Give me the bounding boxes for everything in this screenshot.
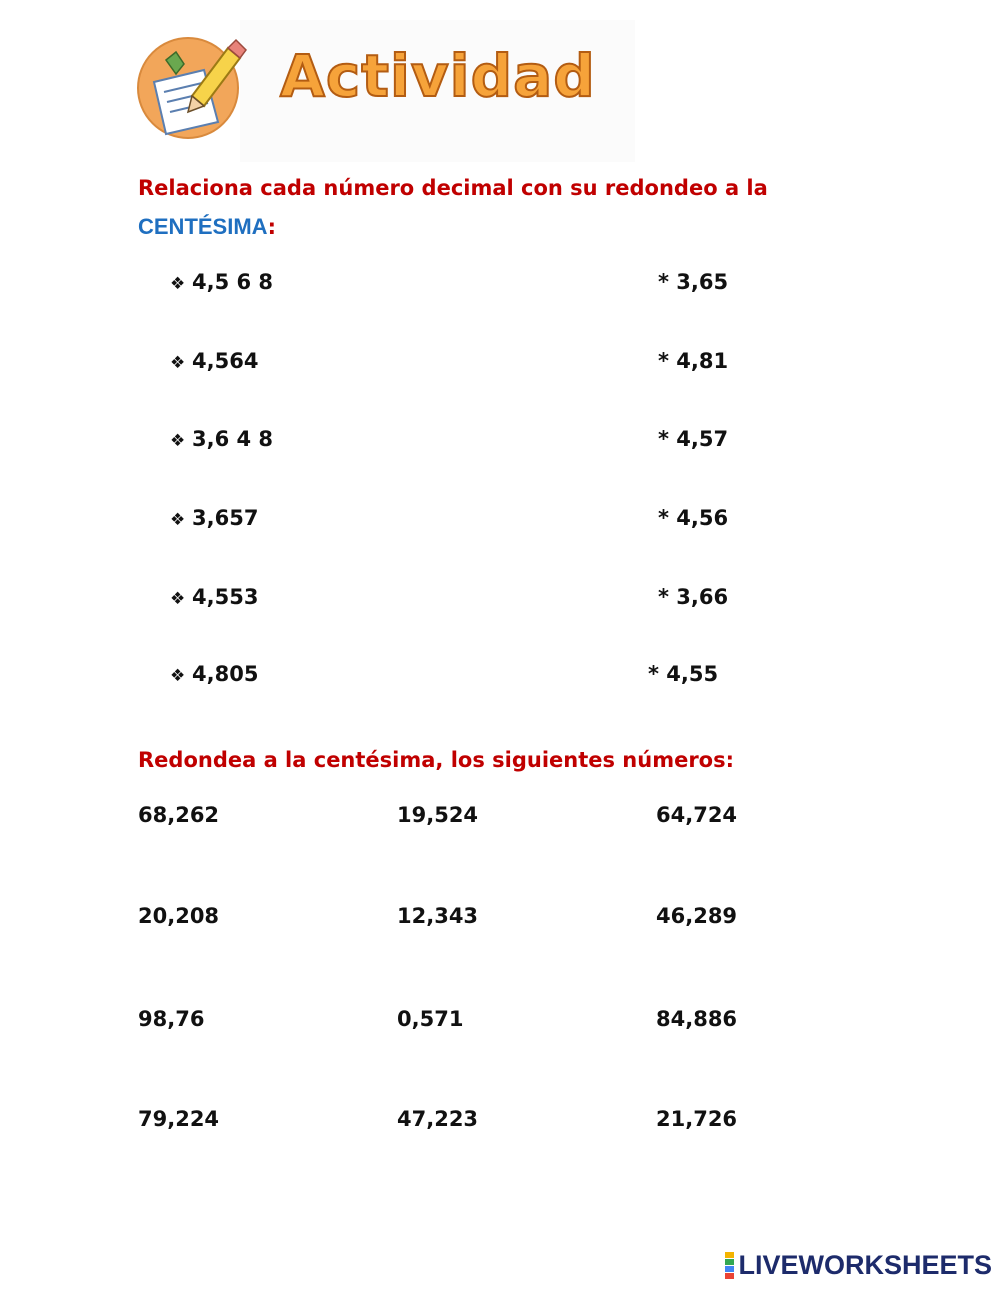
list-item: ❖ 4,5 6 8	[170, 270, 274, 294]
number-cell: 84,886	[656, 1007, 738, 1031]
answer-option: * 4,56	[658, 506, 729, 530]
list-item: ❖ 3,657	[170, 506, 259, 530]
number-cell: 64,724	[656, 803, 738, 827]
list-item: ❖ 3,6 4 8	[170, 427, 274, 451]
number-cell: 68,262	[138, 803, 220, 827]
brand-square	[725, 1252, 734, 1258]
pencil-paper-icon	[132, 30, 250, 142]
number-cell: 47,223	[397, 1107, 479, 1131]
number-cell: 20,208	[138, 904, 220, 928]
answer-option: * 4,81	[658, 349, 729, 373]
diamond-bullet-icon: ❖	[170, 589, 186, 609]
matching-instruction: Relaciona cada número decimal con su redondeo a la	[138, 176, 768, 200]
answer-option: * 4,57	[658, 427, 729, 451]
brand-square	[725, 1266, 734, 1272]
answer-option: * 4,55	[648, 662, 719, 686]
liveworksheets-brand	[725, 1250, 992, 1281]
number-cell: 46,289	[656, 904, 738, 928]
activity-title: Actividad	[280, 42, 596, 110]
list-item: ❖ 4,805	[170, 662, 259, 686]
number-cell: 79,224	[138, 1107, 220, 1131]
centesima-heading	[138, 214, 276, 240]
centesima-colon: :	[267, 215, 276, 239]
diamond-bullet-icon: ❖	[170, 353, 186, 373]
brand-text: LIVEWORKSHEETS	[738, 1250, 992, 1280]
diamond-bullet-icon: ❖	[170, 510, 186, 530]
diamond-bullet-icon: ❖	[170, 666, 186, 686]
diamond-bullet-icon: ❖	[170, 431, 186, 451]
list-item: ❖ 4,553	[170, 585, 259, 609]
brand-square	[725, 1273, 734, 1279]
list-item: ❖ 4,564	[170, 349, 259, 373]
centesima-highlight: CENTÉSIMA	[138, 214, 268, 239]
answer-option: * 3,65	[658, 270, 729, 294]
diamond-bullet-icon: ❖	[170, 274, 186, 294]
number-cell: 0,571	[397, 1007, 464, 1031]
rounding-instruction: Redondea a la centésima, los siguientes números:	[138, 748, 735, 772]
number-cell: 19,524	[397, 803, 479, 827]
brand-square	[725, 1259, 734, 1265]
answer-option: * 3,66	[658, 585, 729, 609]
brand-logo-icon	[725, 1252, 734, 1279]
number-cell: 98,76	[138, 1007, 205, 1031]
number-cell: 21,726	[656, 1107, 738, 1131]
number-cell: 12,343	[397, 904, 479, 928]
